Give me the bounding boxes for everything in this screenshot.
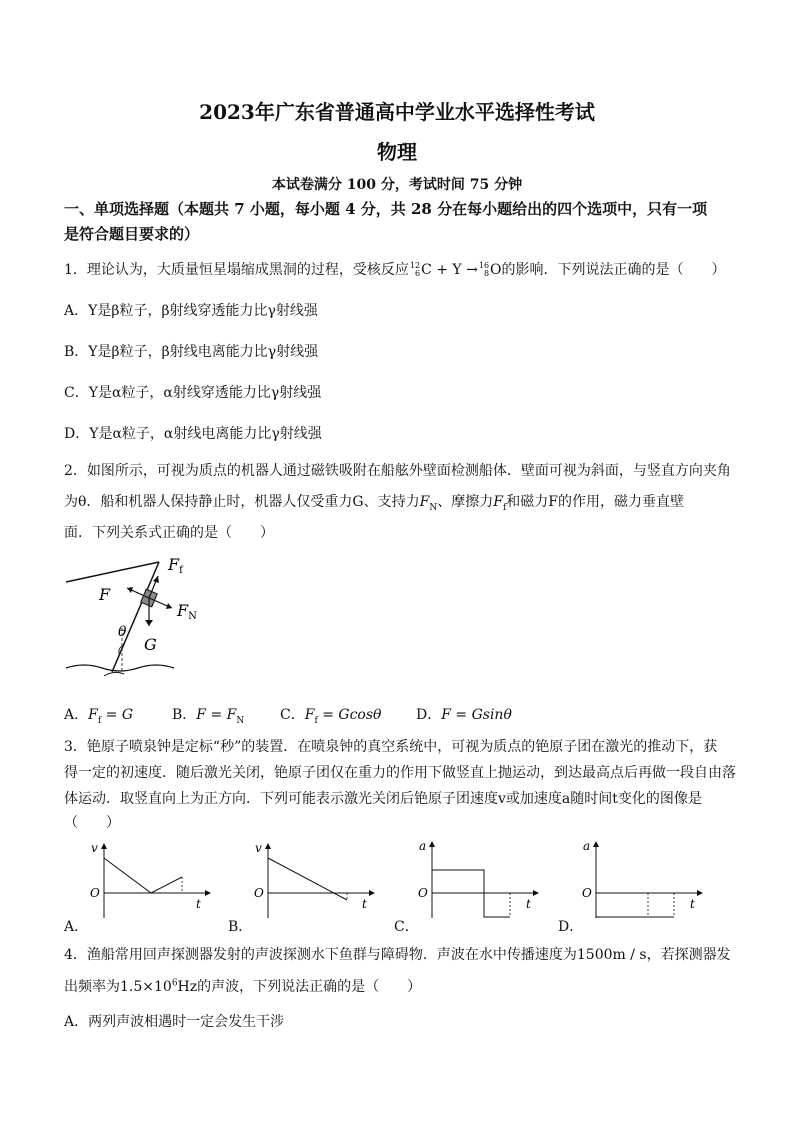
- x-axis-arrow: [369, 890, 375, 896]
- x-label: t: [196, 897, 201, 911]
- q2-option-d-text: F = Gsinθ: [441, 707, 512, 723]
- q3-graph-c: [414, 838, 544, 922]
- label-g: G: [144, 635, 157, 654]
- x-label: t: [362, 897, 367, 911]
- q3-line4: （ ）: [64, 815, 120, 831]
- q1-option-d: D．Y是α粒子，α射线电离能力比γ射线强: [64, 426, 322, 442]
- y-label: a: [419, 839, 427, 853]
- q2-line3: 面．下列关系式正确的是（ ）: [64, 525, 274, 541]
- y-axis-arrow: [101, 843, 107, 849]
- origin-label: O: [418, 886, 428, 900]
- q3-option-c: C．: [394, 919, 419, 935]
- q3-graph-b: [250, 840, 380, 922]
- q1-stem-b: O的影响．下列说法正确的是（ ）: [490, 262, 726, 278]
- origin-label: O: [254, 886, 264, 900]
- q4-line1: 4．渔船常用回声探测器发射的声波探测水下鱼群与障碍物．声波在水中传播速度为1500m / s，若探测器发: [64, 947, 731, 963]
- q2-option-a: [64, 704, 133, 726]
- q2-line2-b: 、摩擦力: [437, 494, 494, 510]
- o16-mass: 16: [478, 261, 490, 270]
- label-theta: θ: [118, 624, 127, 640]
- v-curve: [104, 858, 182, 893]
- reaction-mid: C + Y →: [421, 262, 478, 278]
- q2-option-d: [416, 704, 512, 724]
- q2-option-a-sub: f: [97, 715, 102, 726]
- q3-graph-a: [86, 840, 216, 922]
- section-heading-line1: 一、单项选择题（本题共 7 小题，每小题 4 分，共 28 分在每小题给出的四个选项中，只有一项: [64, 200, 708, 218]
- q2-line2: [64, 491, 684, 513]
- q2-option-b-label: B．: [172, 707, 197, 723]
- q2-option-c-rhs: = Gcosθ: [317, 707, 382, 723]
- o16-charge: 8: [483, 269, 490, 278]
- q2-option-a-lhs: F: [88, 707, 98, 723]
- o16-nuclide-numbers: [479, 262, 489, 278]
- origin-label: O: [90, 886, 100, 900]
- water-surface: [66, 665, 174, 671]
- origin-label: O: [582, 886, 592, 900]
- x-axis-arrow: [697, 890, 703, 896]
- g-arrowhead: [145, 620, 153, 626]
- hull-wall-line: [112, 562, 159, 672]
- x-label: t: [690, 897, 695, 911]
- section-heading-line2: 是符合题目要求的）: [64, 225, 200, 243]
- q2-option-c-sub: f: [314, 715, 318, 726]
- x-label: t: [526, 897, 531, 911]
- ff-symbol: F: [493, 494, 503, 510]
- exam-title: 2023年广东省普通高中学业水平选择性考试: [199, 100, 595, 124]
- ff-arrowhead: [153, 576, 159, 583]
- q3-line1: 3．铯原子喷泉钟是定标“秒”的装置．在喷泉钟的真空系统中，可视为质点的铯原子团在激光的推动下，获: [64, 739, 718, 755]
- q1-option-c: C．Y是α粒子，α射线穿透能力比γ射线强: [64, 385, 322, 401]
- hull-top-line: [66, 562, 159, 582]
- q2-line1: 2．如图所示，可视为质点的机器人通过磁铁吸附在船舷外壁面检测船体．壁面可视为斜面，与竖直方向夹角: [64, 463, 731, 479]
- fn-symbol: F: [419, 494, 430, 510]
- fn-sub: N: [429, 502, 438, 513]
- q2-option-c-label: C．: [280, 707, 305, 723]
- y-axis-arrow: [593, 841, 599, 847]
- water-wave: [104, 672, 124, 676]
- q3-option-a: A．: [64, 919, 89, 935]
- q1-option-a: A．Y是β粒子，β射线穿透能力比γ射线强: [64, 303, 318, 319]
- q3-option-b: B．: [228, 919, 253, 935]
- q4-line2: [64, 976, 421, 996]
- q4-line2-a: 出频率为1.5×10: [64, 979, 172, 995]
- q1-stem-a: 1．理论认为，大质量恒星塌缩成黑洞的过程，受核反应: [64, 262, 409, 278]
- q2-option-a-rhs: = G: [101, 707, 134, 723]
- q4-option-a: A．两列声波相遇时一定会发生干涉: [64, 1014, 285, 1030]
- q3-graph-d: [578, 838, 708, 922]
- y-label: v: [255, 841, 262, 855]
- subject-title: 物理: [377, 140, 417, 164]
- q1-stem: [64, 259, 726, 279]
- label-ff: Ff: [168, 555, 183, 576]
- q2-option-c-lhs: F: [304, 707, 315, 723]
- y-label: v: [91, 841, 98, 855]
- exam-note: 本试卷满分 100 分，考试时间 75 分钟: [271, 177, 523, 193]
- ff-sub: f: [502, 502, 507, 513]
- q2-option-b: [172, 704, 244, 726]
- q2-option-b-text: F = F: [196, 707, 237, 723]
- v-curve: [268, 858, 347, 900]
- q3-option-d: D．: [558, 919, 584, 935]
- y-axis-arrow: [429, 841, 435, 847]
- c12-charge: 6: [415, 269, 421, 278]
- c12-mass: 12: [409, 261, 421, 270]
- q4-line2-b: Hz的声波，下列说法正确的是（ ）: [177, 979, 422, 995]
- q2-force-diagram: [64, 550, 214, 680]
- label-fn: FN: [177, 601, 197, 622]
- q2-option-a-label: A．: [64, 707, 89, 723]
- q3-line3: 体运动．取竖直向上为正方向．下列可能表示激光关闭后铯原子团速度v或加速度a随时间t变化的图像是: [64, 791, 702, 807]
- q2-option-d-label: D．: [416, 707, 442, 723]
- q2-line2-a: 为θ．船和机器人保持静止时，机器人仅受重力G、支持力: [64, 494, 420, 510]
- q2-line2-c: 和磁力F的作用，磁力垂直壁: [506, 494, 684, 510]
- x-axis-arrow: [205, 890, 211, 896]
- q3-line2: 得一定的初速度．随后激光关闭，铯原子团仅在重力的作用下做竖直上抛运动，到达最高点后再做一段自由落: [64, 765, 736, 781]
- q4-exponent: 6: [171, 978, 178, 989]
- label-f: F: [99, 585, 111, 604]
- y-axis-arrow: [265, 843, 271, 849]
- y-label: a: [583, 839, 591, 853]
- q2-option-b-sub: N: [236, 715, 245, 726]
- q1-option-b: B．Y是β粒子，β射线电离能力比γ射线强: [64, 344, 319, 360]
- x-axis-arrow: [533, 890, 539, 896]
- q2-option-c: [280, 704, 381, 726]
- c12-nuclide-numbers: [410, 262, 420, 278]
